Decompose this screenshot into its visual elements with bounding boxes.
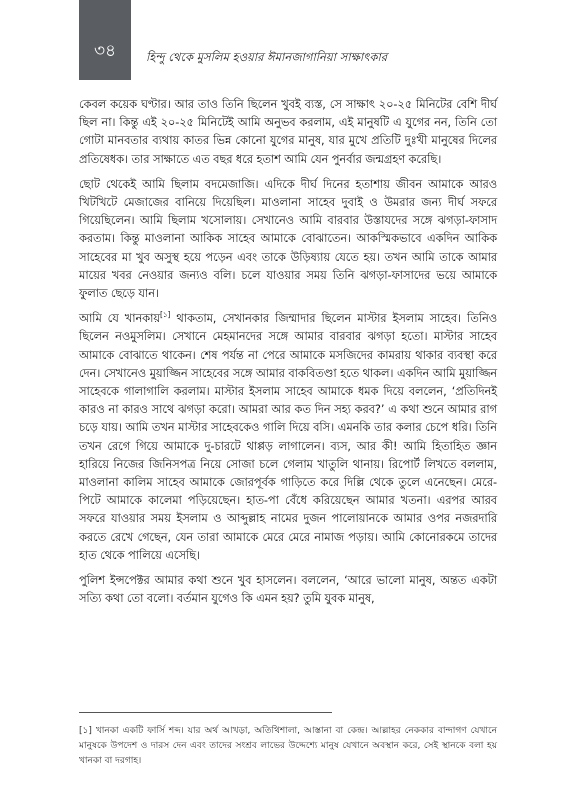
paragraph: ছোট থেকেই আমি ছিলাম বদমেজাজি। এদিকে দীর্ঘ দিনের হতাশায় জীবন আমাকে আরও খিটখিটে মেজাজের বানিয়ে দিয়েছিল। মাওলানা সাহেব দুবাই ও উমরার জন্য দীর্ঘ সফরে গিয়েছিলেন। আমি ছিলাম খসোলায়। সেখানেও আমি বারবার উস্তাযদের সঙ্গে ঝগড়া-ফাসাদ করতাম। কিন্তু মাওলানা আকিক সাহেব আমাকে বোঝাতেন। আকস্মিকভাবে একদিন আকিক সাহেবের মা খুব অসুস্থ হয়ে পড়েন এবং তাকে উড়িষ্যায় যেতে হয়। তখন আমি তাকে আমার মায়ের খবর নেওয়ার জন্যও বলি। চলে যাওয়ার সময় তিনি ঝগড়া-ফাসাদের ভয়ে আমাকে ফুলাত ছেড়ে যান।	[79, 176, 497, 301]
paragraph	[79, 309, 497, 564]
running-title: হিন্দু থেকে মুসলিম হওয়ার ঈমানজাগানিয়া সাক্ষাৎকার	[146, 50, 388, 64]
footnote-reference[interactable]: [১]	[159, 310, 171, 320]
paragraph-text: থাকতাম, সেখানকার জিম্মাদার ছিলেন মাস্টার ইসলাম সাহেব। তিনিও ছিলেন নওমুসলিম। সেখানে মেহমানদের সঙ্গে আমার বারবার ঝগড়া হতো। মাস্টার সাহেব আমাকে বোঝাতে থাকেন। শেষ পর্যন্ত না পেরে আমাকে মসজিদের কামরায় থাকার ব্যবস্থা করে দেন। সেখানেও মুয়াজ্জিন সাহেবের সঙ্গে আমার বাকবিতণ্ডা হতে থাকল। একদিন আমি মুয়াজ্জিন সাহেবকে গালাগালি করলাম। মাস্টার ইসলাম সাহেব আমাকে ধমক দিয়ে বললেন, ‘প্রতিদিনই কারও না কারও সাথে ঝগড়া করো। আমরা আর কত দিন সহ্য করব?’ এ কথা শুনে আমার রাগ চড়ে যায়। আমি তখন মাস্টার সাহেবকেও গালি দিয়ে বসি। এমনকি তার কলার চেপে ধরি। তিনি তখন রেগে গিয়ে আমাকে দু-চারটে থাপ্পড় লাগালেন। ব্যস, আর কী! আমি হিতাহিত জ্ঞান হারিয়ে নিজের জিনিসপত্র নিয়ে সোজা চলে গেলাম খাতুলি থানায়। রিপোর্ট লিখতে বললাম, মাওলানা কালিম সাহেব আমাকে জোরপূর্বক গাড়িতে করে দিল্লি থেকে তুলে এনেছেন। মেরে-পিটে আমাকে কালেমা পড়িয়েছেন। হাত-পা বেঁধে করিয়েছেন আমার খতনা। এরপর আরব সফরে যাওয়ার সময় ইসলাম ও আব্দুল্লাহ নামের দুজন পালোয়ানকে আমার ওপর নজরদারি করতে রেখে গেছেন, যেন তারা আমাকে মেরে মেরে নামাজ পড়ায়। আমি কোনোরকমে তাদের হাত থেকে পালিয়ে এসেছি।	[79, 311, 497, 562]
paragraph: পুলিশ ইন্সপেক্টর আমার কথা শুনে খুব হাসলেন। বললেন, ‘আরে ভালো মানুষ, অন্তত একটা সত্যি কথা তো বলো। বর্তমান যুগেও কি এমন হয়? তুমি যুবক মানুষ,	[79, 573, 497, 606]
footnote: [১] খানকা একটি ফার্সি শব্দ। যার অর্থ আখড়া, অতিথিশালা, আস্তানা বা কেন্দ্র। আল্লাহর নেককার বান্দাগণ যেখানে মানুষকে উপদেশ ও দারস দেন এবং তাদের সংশ্রব লাভের উদ্দেশ্যে মানুষ যেখানে অবস্থান করে, সেই স্থানকে বলা হয় খানকা বা দরগাহ।	[79, 726, 497, 766]
page-header	[0, 0, 562, 80]
footnote-divider	[79, 712, 332, 713]
body-text	[79, 95, 497, 614]
paragraph: কেবল কয়েক ঘণ্টার। আর তাও তিনি ছিলেন খুবই ব্যস্ত, সে সাক্ষাৎ ২০-২৫ মিনিটের বেশি দীর্ঘ ছিল না। কিন্তু এই ২০-২৫ মিনিটেই আমি অনুভব করলাম, এই মানুষটি এ যুগের নন, তিনি তো গোটা মানবতার ব্যথায় কাতর ভিন্ন কোনো যুগের মানুষ, যার মুখে প্রতিটি দুঃখী মানুষের দিলের প্রতিষেধক। তার সাক্ষাতে এত বছর ধরে হতাশ আমি যেন পুনর্বার জন্মগ্রহণ করেছি।	[79, 97, 497, 166]
page-number-text: ৩৪	[93, 41, 117, 61]
page-number	[79, 0, 131, 80]
paragraph-text: আমি যে খানকায়	[79, 311, 160, 326]
